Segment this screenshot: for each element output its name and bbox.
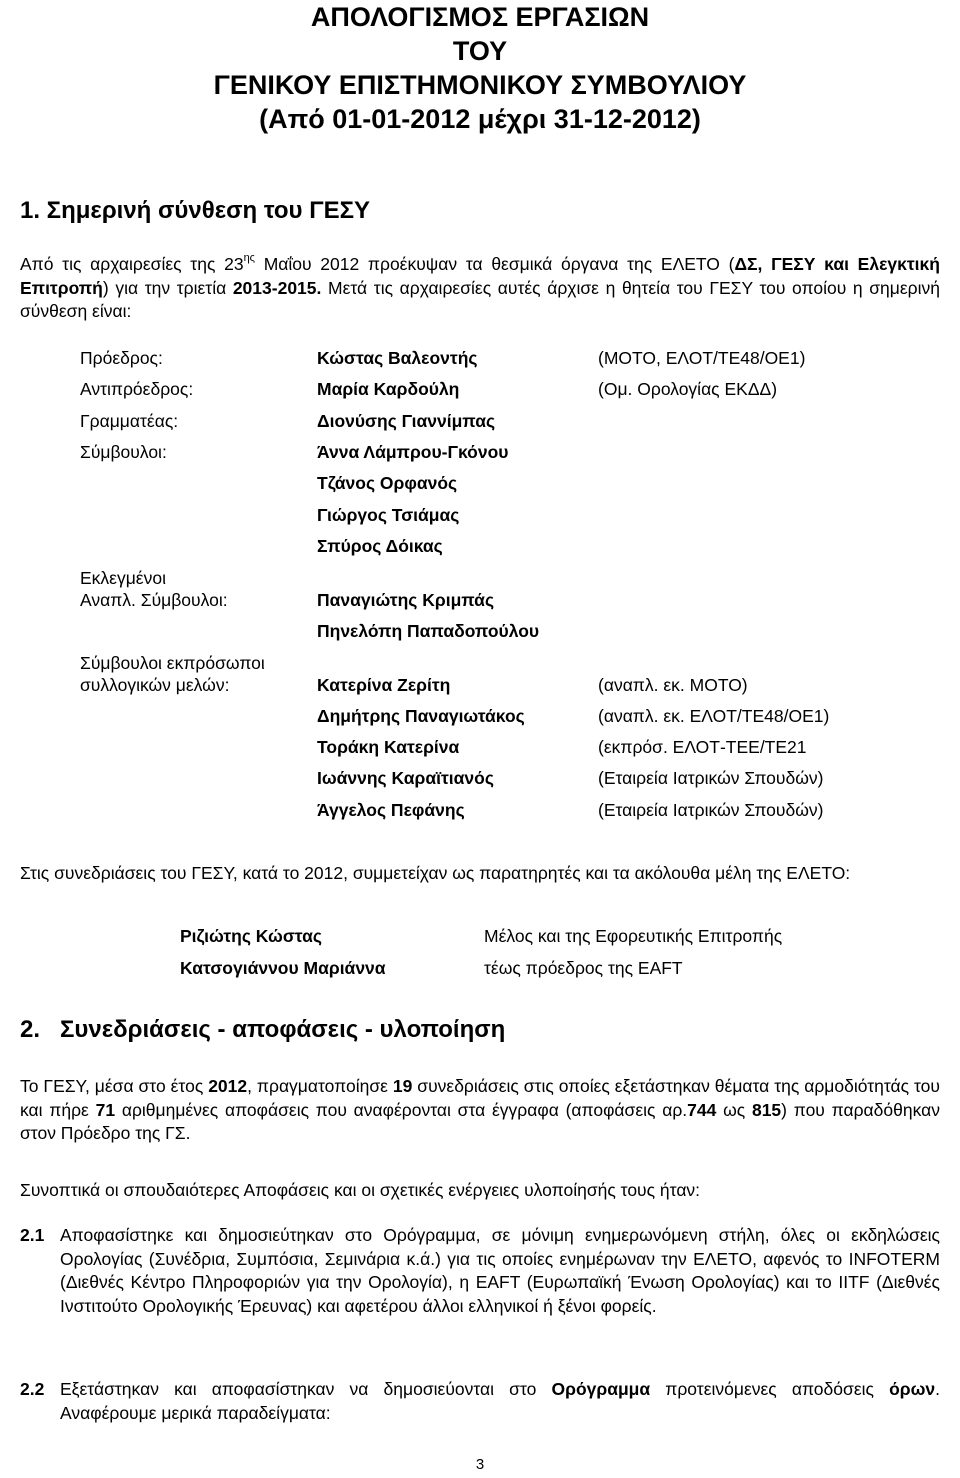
alternates-label-line-2: Αναπλ. Σύμβουλοι: xyxy=(80,590,228,610)
representative-name: Δημήτρης Παναγιωτάκος xyxy=(317,706,525,726)
intro-bold-bodies: ΔΣ, ΓΕΣΥ και Ελεγκτική Επιτροπή xyxy=(20,254,940,298)
representatives-label-line-1: Σύμβουλοι εκπρόσωποι xyxy=(80,653,265,673)
summary-line: Συνοπτικά οι σπουδαιότερες Αποφάσεις και οι σχετικές ενέργειες υλοποίησής τους ήταν: xyxy=(20,1180,701,1200)
item-2-1-number: 2.1 xyxy=(20,1225,45,1245)
observers-intro: Στις συνεδριάσεις του ΓΕΣΥ, κατά το 2012, συμμετείχαν ως παρατηρητές και τα ακόλουθα μέλη της ΕΛΕΤΟ: xyxy=(20,863,851,883)
para-bold-year: 2012 xyxy=(208,1076,248,1096)
president-name: Κώστας Βαλεοντής xyxy=(317,348,478,368)
observer-role: Μέλος και της Εφορευτικής Επιτροπής xyxy=(484,926,783,946)
item-2-2-text xyxy=(60,1378,940,1425)
item-2-1-text: Αποφασίστηκε και δημοσιεύτηκαν στο Ορόγραμμα, σε μόνιμη ενημερωνόμενη στήλη, όλες οι εκδηλώσεις Ορολογίας (Συνέδρια, Συμπόσια, Σεμινάρια κ.ά.) για τις οποίες ενημέρωναν την ΕΛΕΤΟ, αφενός το INFOTERM (Διεθνές Κέντρο Πληροφοριών για την Ορολογία), η EAFT (Ευρωπαϊκή Ένωση Ορολογίας) και το IITF (Διεθνές Ινστιτούτο Ορολογικής Έρευνας) και αφετέρου άλλοι ελληνικοί ή ξένοι φορείς. xyxy=(60,1225,940,1316)
vice-president-label: Αντιπρόεδρος: xyxy=(80,379,194,399)
representative-affiliation: (εκπρόσ. ΕΛΟΤ-ΤΕΕ/ΤΕ21 xyxy=(598,737,807,757)
title-line-3: ΓΕΝΙΚΟΥ ΕΠΙΣΤΗΜΟΝΙΚΟΥ ΣΥΜΒΟΥΛΙΟΥ xyxy=(213,70,747,100)
para-text: συνεδριάσεις στις οποίες εξετάστηκαν θέματα της αρμοδιότητάς του και πήρε xyxy=(20,1076,940,1120)
representative-name: Άγγελος Πεφάνης xyxy=(317,800,465,820)
advisor-name: Γιώργος Τσιάμας xyxy=(317,505,460,525)
section-1-heading: 1. Σημερινή σύνθεση του ΓΕΣΥ xyxy=(20,197,371,224)
section-2-paragraph xyxy=(20,1075,940,1146)
intro-bold-period: 2013-2015. xyxy=(232,277,322,298)
alternate-name: Παναγιώτης Κριμπάς xyxy=(317,590,495,610)
intro-text-1: Από τις αρχαιρεσίες της 23 xyxy=(20,254,244,274)
representative-affiliation: (Εταιρεία Ιατρικών Σπουδών) xyxy=(598,800,824,820)
intro-text-3: ) για την τριετία xyxy=(102,277,233,298)
intro-text-4: Μετά τις αρχαιρεσίες αυτές άρχισε η θητεία του ΓΕΣΥ του οποίου η σημερινή σύνθεση είναι: xyxy=(20,277,940,321)
advisor-name: Σπύρος Δόικας xyxy=(317,536,443,556)
alternate-name: Πηνελόπη Παπαδοπούλου xyxy=(317,621,540,641)
representative-name: Κατερίνα Ζερίτη xyxy=(317,675,451,695)
observer-role: τέως πρόεδρος της EAFT xyxy=(484,958,683,978)
section-1-intro xyxy=(20,253,940,324)
representative-name: Ιωάννης Καραϊτιανός xyxy=(317,768,494,788)
para-bold-decisions: 71 xyxy=(95,1099,116,1120)
vice-president-affiliation: (Ομ. Ορολογίας ΕΚΔΔ) xyxy=(598,379,778,399)
para-text: Το ΓΕΣΥ, μέσα στο έτος xyxy=(20,1076,209,1096)
intro-text-2: Μαΐου 2012 προέκυψαν τα θεσμικά όργανα της ΕΛΕΤΟ ( xyxy=(254,254,735,274)
item-2-2-text-3: . Αναφέρουμε μερικά παραδείγματα: xyxy=(60,1379,940,1423)
alternates-label-line-1: Εκλεγμένοι xyxy=(80,568,166,588)
observer-name: Κατσογιάννου Μαριάννα xyxy=(180,958,386,978)
representative-name: Τοράκη Κατερίνα xyxy=(317,737,460,757)
title-line-4: (Από 01-01-2012 μέχρι 31-12-2012) xyxy=(259,104,701,134)
representative-affiliation: (Εταιρεία Ιατρικών Σπουδών) xyxy=(598,768,824,788)
title-line-2: ΤΟΥ xyxy=(452,36,508,66)
secretary-label: Γραμματέας: xyxy=(80,411,179,431)
observer-name: Ριζιώτης Κώστας xyxy=(180,926,322,946)
para-text: ως xyxy=(716,1099,752,1120)
representative-affiliation: (αναπλ. εκ. ΜΟΤΟ) xyxy=(598,675,748,695)
item-2-2-bold-1: Ορόγραμμα xyxy=(551,1379,651,1399)
para-bold-to: 815 xyxy=(751,1099,782,1120)
para-text: αριθμημένες αποφάσεις που αναφέρονται στα έγγραφα (αποφάσεις αρ. xyxy=(115,1099,688,1120)
president-affiliation: (ΜΟΤΟ, ΕΛΟΤ/ΤΕ48/ΟΕ1) xyxy=(598,348,806,368)
representative-affiliation: (αναπλ. εκ. ΕΛΟΤ/ΤΕ48/ΟΕ1) xyxy=(598,706,830,726)
secretary-name: Διονύσης Γιαννίμπας xyxy=(317,411,496,431)
section-2-heading-number: 2. xyxy=(20,1016,41,1043)
advisor-name: Τζάνος Ορφανός xyxy=(317,473,458,493)
para-text: , πραγματοποίησε xyxy=(247,1076,393,1096)
item-2-2-bold-2: όρων xyxy=(889,1379,936,1399)
page-number: 3 xyxy=(475,1456,485,1473)
advisor-name: Άννα Λάμπρου-Γκόνου xyxy=(317,442,509,462)
item-2-2-number: 2.2 xyxy=(20,1379,45,1399)
section-2-heading: Συνεδριάσεις - αποφάσεις - υλοποίηση xyxy=(60,1016,506,1043)
president-label: Πρόεδρος: xyxy=(80,348,163,368)
title-line-1: ΑΠΟΛΟΓΙΣΜΟΣ ΕΡΓΑΣΙΩΝ xyxy=(310,2,650,32)
vice-president-name: Μαρία Καρδούλη xyxy=(317,379,460,399)
intro-sup: ης xyxy=(243,252,255,264)
para-text: ) που παραδόθηκαν στον Πρόεδρο της ΓΣ. xyxy=(20,1099,940,1143)
item-2-2-text-1: Εξετάστηκαν και αποφασίστηκαν να δημοσιεύονται στο xyxy=(60,1379,552,1399)
para-bold-meetings: 19 xyxy=(392,1076,413,1096)
para-bold-from: 744 xyxy=(687,1099,717,1120)
item-2-2-text-2: προτεινόμενες αποδόσεις xyxy=(650,1379,890,1399)
advisors-label: Σύμβουλοι: xyxy=(80,442,167,462)
representatives-label-line-2: συλλογικών μελών: xyxy=(80,675,230,695)
